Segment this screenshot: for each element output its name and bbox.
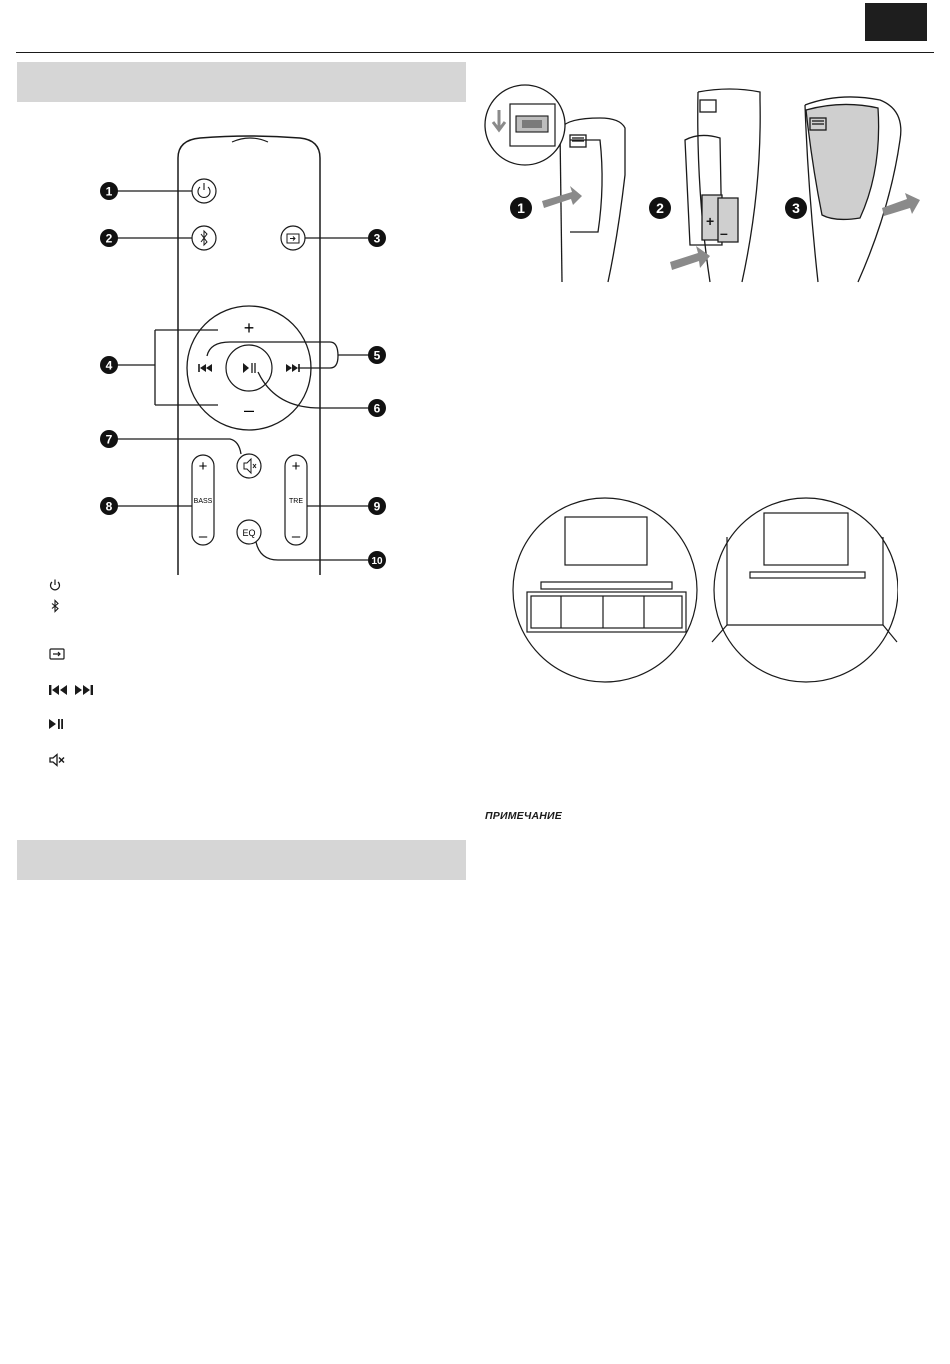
section-header-next <box>17 840 466 880</box>
callout-7 <box>100 430 118 448</box>
battery-plus: + <box>706 213 715 229</box>
power-button <box>192 179 216 203</box>
section-header-remote <box>17 62 466 102</box>
svg-text:–: – <box>198 528 208 545</box>
play-pause-icon <box>48 717 64 731</box>
input-source-icon <box>48 647 66 661</box>
callout-10 <box>368 551 386 569</box>
svg-text:3: 3 <box>792 200 800 216</box>
callout-2 <box>100 229 118 247</box>
svg-text:10: 10 <box>371 556 383 567</box>
tabletop-placement <box>513 498 697 682</box>
step-1-remote <box>560 118 625 282</box>
next-icon <box>74 683 94 697</box>
eq-button <box>237 520 261 544</box>
legend-row-mute <box>48 752 66 768</box>
volume-minus-symbol: – <box>243 400 255 420</box>
step-2-insert-arrow <box>670 246 710 270</box>
svg-text:1: 1 <box>517 200 525 216</box>
battery-minus: – <box>720 225 728 241</box>
callout-4 <box>100 356 118 374</box>
legend-row-source <box>48 646 66 662</box>
bluetooth-icon <box>48 599 62 613</box>
svg-text:3: 3 <box>373 231 381 246</box>
legend-row-play-pause <box>48 716 64 732</box>
step-2-remote <box>685 89 760 282</box>
svg-text:+: + <box>198 458 208 475</box>
legend-row-prev-next <box>48 682 94 698</box>
svg-text:BASS: BASS <box>193 498 213 505</box>
svg-text:TRE: TRE <box>289 498 303 505</box>
step-1-zoom-inset <box>485 85 565 165</box>
power-icon <box>48 578 62 592</box>
svg-text:7: 7 <box>105 432 113 447</box>
svg-text:EQ: EQ <box>242 528 256 538</box>
callout-9 <box>368 497 386 515</box>
legend-row-bluetooth <box>48 598 62 614</box>
remote-control-diagram <box>80 128 400 578</box>
svg-text:8: 8 <box>105 499 113 514</box>
step-1-badge <box>510 197 532 219</box>
language-tab <box>865 3 927 41</box>
step-1-slide-arrow <box>542 186 582 208</box>
step-3-close-arrow <box>882 193 920 216</box>
header-divider <box>16 52 934 53</box>
callout-5 <box>368 346 386 364</box>
callout-3 <box>368 229 386 247</box>
svg-text:1: 1 <box>105 184 113 199</box>
callout-8 <box>100 497 118 515</box>
note-label: ПРИМЕЧАНИЕ <box>485 810 563 822</box>
treble-rocker <box>285 455 307 545</box>
svg-text:+: + <box>291 458 301 475</box>
prev-icon <box>48 683 68 697</box>
svg-text:5: 5 <box>373 348 381 363</box>
svg-text:–: – <box>291 528 301 545</box>
wall-mount-placement <box>712 498 898 682</box>
volume-plus-symbol: + <box>243 318 255 338</box>
remote-top-slot <box>232 138 268 142</box>
svg-text:9: 9 <box>373 499 381 514</box>
mute-icon <box>48 753 66 767</box>
step-3-remote <box>805 97 901 282</box>
callout-1 <box>100 182 118 200</box>
bluetooth-button <box>192 226 216 250</box>
svg-text:2: 2 <box>656 200 664 216</box>
step-3-badge <box>785 197 807 219</box>
placement-diagrams <box>508 492 898 692</box>
callout-6 <box>368 399 386 417</box>
svg-text:2: 2 <box>105 231 113 246</box>
bass-rocker <box>192 455 214 545</box>
step-2-badge <box>649 197 671 219</box>
mute-button <box>237 454 261 478</box>
source-button <box>281 226 305 250</box>
legend-row-power <box>48 577 62 593</box>
svg-text:4: 4 <box>105 358 113 373</box>
battery-installation-diagram <box>478 82 928 287</box>
svg-text:6: 6 <box>373 401 381 416</box>
